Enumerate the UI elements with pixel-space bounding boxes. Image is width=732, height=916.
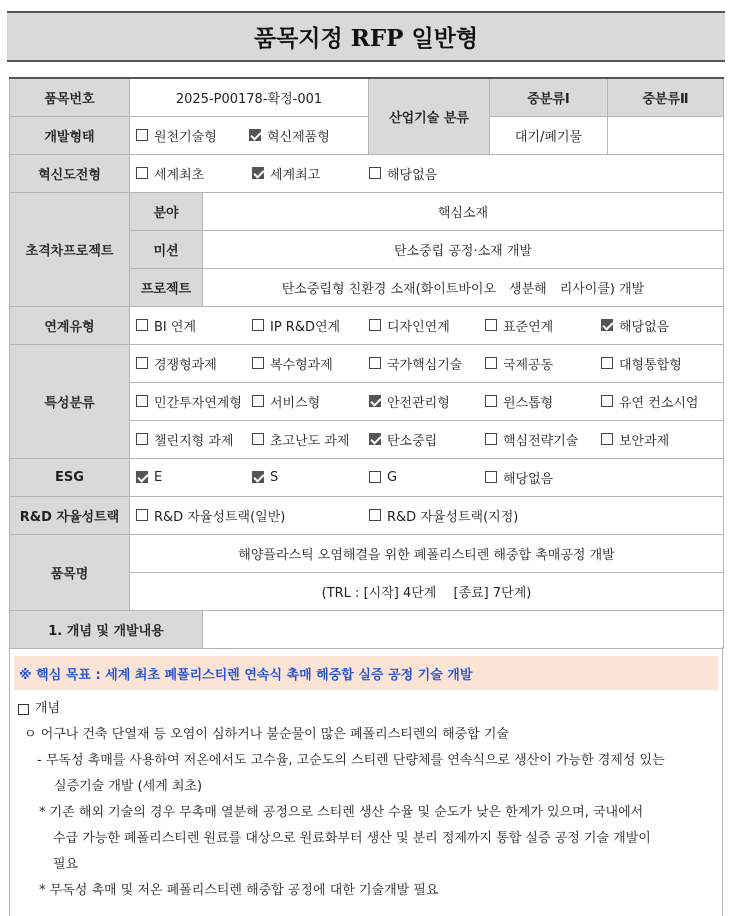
checkbox-label: 해당없음 [387,167,438,183]
checkbox-unchecked-icon[interactable] [369,357,381,369]
checkbox-label: BI 연계 [154,319,197,335]
checkbox-option[interactable] [601,316,711,335]
checkbox-label: R&D 자율성트랙(지정) [387,509,519,525]
checkbox-option[interactable] [252,392,369,411]
checkbox-label: G [387,469,398,485]
checkbox-option[interactable] [136,506,369,525]
checkbox-label: 원천기술형 [154,129,217,145]
checkbox-option[interactable] [601,354,711,373]
checkbox-option[interactable] [485,316,601,335]
checkbox-label: 세계최초 [154,167,205,183]
checkbox-unchecked-icon[interactable] [252,319,264,331]
mid1-label: 중분류Ⅰ [490,78,608,116]
project-value: 탄소중립형 친환경 소재(화이트바이오 생분해 리사이클) 개발 [203,268,724,306]
characteristics-options-2 [130,382,724,420]
esg-options [130,458,724,496]
checkbox-option[interactable] [369,392,485,411]
core-goal: ※ 핵심 목표 : 세계 최초 폐폴리스티렌 연속식 촉매 해중합 실증 공정 기술 개발 [14,656,718,690]
dash-1-line-1: - 무독성 촉매를 사용하여 저온에서도 고수율, 고순도의 스티렌 단량체를 연속식으로 생산이 가능한 경제성 있는 [37,753,665,768]
checkbox-option[interactable] [136,164,252,183]
checkbox-label: E [154,469,163,485]
row-item-no [10,78,724,116]
row-item-name [10,534,724,572]
checkbox-unchecked-icon[interactable] [136,167,148,179]
checkbox-label: 경쟁형과제 [154,357,217,373]
checkbox-unchecked-icon[interactable] [369,167,381,179]
checkbox-label: 국제공동 [503,357,554,373]
checkbox-unchecked-icon[interactable] [369,319,381,331]
bullet-1: ㅇ 어구나 건축 단열재 등 오염이 심하거나 불순물이 많은 폐폴리스티렌의 해중합 기술 [24,727,509,742]
checkbox-unchecked-icon[interactable] [252,395,264,407]
checkbox-unchecked-icon[interactable] [252,357,264,369]
star-1-line-1: * 기존 해외 기술의 경우 무촉매 열분해 공정으로 스티렌 생산 수율 및 순도가 낮은 한계가 있으며, 국내에서 [39,805,644,820]
linkage-options [130,306,724,344]
row-esg [10,458,724,496]
concept-label: 개념 [35,701,61,716]
checkbox-option[interactable] [485,468,595,487]
content-body [9,647,723,916]
checkbox-label: 세계최고 [270,167,321,183]
characteristics-options-3 [130,420,724,458]
rnd-label: R&D 자율성트랙 [10,496,130,534]
checkbox-label: 국가핵심기술 [387,357,463,373]
checkbox-unchecked-icon[interactable] [136,509,148,521]
checkbox-unchecked-icon[interactable] [485,433,497,445]
checkbox-checked-icon[interactable] [369,433,381,445]
dev-type-label: 개발형태 [10,116,130,154]
checkbox-unchecked-icon[interactable] [601,395,613,407]
checkbox-label: 혁신제품형 [267,129,330,145]
row-innovation [10,154,724,192]
checkbox-label: 초고난도 과제 [270,433,350,449]
checkbox-checked-icon[interactable] [249,129,261,141]
mid2-label: 중분류Ⅱ [608,78,724,116]
checkbox-unchecked-icon[interactable] [136,395,148,407]
checkbox-option[interactable] [369,164,479,183]
checkbox-option[interactable] [369,506,569,525]
checkbox-option[interactable] [136,430,252,449]
checkbox-option[interactable] [485,354,601,373]
esg-label: ESG [10,458,130,496]
checkbox-unchecked-icon[interactable] [136,433,148,445]
checkbox-option[interactable] [252,354,369,373]
item-name-value: 해양플라스틱 오염해결을 위한 폐폴리스티렌 해중합 촉매공정 개발 [130,534,724,572]
checkbox-label: 대형통합형 [619,357,682,373]
checkbox-label: S [270,469,279,485]
checkbox-label: 디자인연계 [387,319,450,335]
innovation-label: 혁신도전형 [10,154,130,192]
checkbox-unchecked-icon[interactable] [369,471,381,483]
row-linkage [10,306,724,344]
checkbox-option[interactable] [252,470,369,485]
checkbox-unchecked-icon[interactable] [601,357,613,369]
checkbox-unchecked-icon[interactable] [136,129,148,141]
checkbox-unchecked-icon[interactable] [485,357,497,369]
checkbox-label: 해당없음 [619,319,670,335]
checkbox-unchecked-icon[interactable] [601,433,613,445]
checkbox-label: 핵심전략기술 [503,433,579,449]
checkbox-unchecked-icon[interactable] [485,471,497,483]
checkbox-label: 안전관리형 [387,395,450,411]
rfp-table [9,77,724,649]
checkbox-checked-icon[interactable] [252,167,264,179]
checkbox-option[interactable] [136,354,252,373]
linkage-label: 연계유형 [10,306,130,344]
checkbox-label: 서비스형 [270,395,321,411]
characteristics-options-1 [130,344,724,382]
checkbox-label: 복수형과제 [270,357,333,373]
concept-heading [10,696,722,722]
dev-type-options [130,116,369,154]
checkbox-option[interactable] [136,126,249,145]
star-1-line-2: 수급 가능한 폐폴리스티렌 원료를 대상으로 원료화부터 생산 및 분리 정제까지 통합 실증 공정 기술 개발이 [53,831,651,846]
checkbox-option[interactable] [369,354,485,373]
checkbox-option[interactable] [252,316,369,335]
item-no-label: 품목번호 [10,78,130,116]
project-sub-label: 프로젝트 [130,268,203,306]
checkbox-label: 챌린지형 과제 [154,433,234,449]
industry-label: 산업기술 분류 [369,78,490,154]
item-name-label: 품목명 [10,534,130,610]
dash-1-line-2: 실증기술 개발 (세계 최초) [54,779,203,794]
checkbox-option[interactable] [252,430,369,449]
checkbox-option[interactable] [601,392,711,411]
checkbox-label: 표준연계 [503,319,554,335]
checkbox-option[interactable] [136,316,252,335]
checkbox-unchecked-icon[interactable] [369,509,381,521]
row-section1 [10,610,724,648]
field-label: 분야 [130,192,203,230]
field-value: 핵심소재 [203,192,724,230]
checkbox-unchecked-icon[interactable] [136,357,148,369]
checkbox-option[interactable] [485,430,601,449]
checkbox-option[interactable] [601,430,711,449]
mid1-value: 대기/폐기물 [490,116,608,154]
checkbox-option[interactable] [369,316,485,335]
checkbox-option[interactable] [485,392,601,411]
checkbox-checked-icon[interactable] [601,319,613,331]
checkbox-unchecked-icon[interactable] [485,395,497,407]
checkbox-checked-icon[interactable] [136,471,148,483]
checkbox-option[interactable] [369,430,485,449]
checkbox-label: 보안과제 [619,433,670,449]
star-1-line-3: 필요 [53,857,79,872]
checkbox-option[interactable] [136,470,252,485]
checkbox-label: R&D 자율성트랙(일반) [154,509,286,525]
checkbox-checked-icon[interactable] [252,471,264,483]
rnd-options [130,496,724,534]
checkbox-label: 민간투자연계형 [154,395,242,411]
row-dev-type [10,116,724,154]
checkbox-label: 탄소중립 [387,433,438,449]
checkbox-label: 해당없음 [503,471,554,487]
mission-label: 미션 [130,230,203,268]
trl-value: (TRL : [시작] 4단계 [종료] 7단계) [130,572,724,610]
row-characteristics-1 [10,344,724,382]
checkbox-label: IP R&D연계 [270,319,341,335]
row-rnd [10,496,724,534]
mid2-value [608,116,724,154]
project-label: 초격차프로젝트 [10,192,130,306]
checkbox-unchecked-icon[interactable] [136,319,148,331]
checkbox-unchecked-icon[interactable] [252,433,264,445]
document-title: 품목지정 RFP 일반형 [7,11,725,62]
square-bullet-icon [18,704,29,715]
checkbox-option[interactable] [136,392,252,411]
checkbox-unchecked-icon[interactable] [485,319,497,331]
checkbox-label: 윈스톱형 [503,395,554,411]
checkbox-option[interactable] [252,164,369,183]
section1-label: 1. 개념 및 개발내용 [10,610,203,648]
checkbox-option[interactable] [249,126,359,145]
characteristics-label: 특성분류 [10,344,130,458]
innovation-options [130,154,724,192]
item-no-value: 2025-P00178-확정-001 [130,78,369,116]
mission-value: 탄소중립 공정·소재 개발 [203,230,724,268]
checkbox-checked-icon[interactable] [369,395,381,407]
star-2: * 무독성 촉매 및 저온 폐폴리스티렌 해중합 공정에 대한 기술개발 필요 [39,883,439,898]
checkbox-option[interactable] [369,470,485,485]
row-project-field [10,192,724,230]
checkbox-label: 유연 컨소시엄 [619,395,699,411]
